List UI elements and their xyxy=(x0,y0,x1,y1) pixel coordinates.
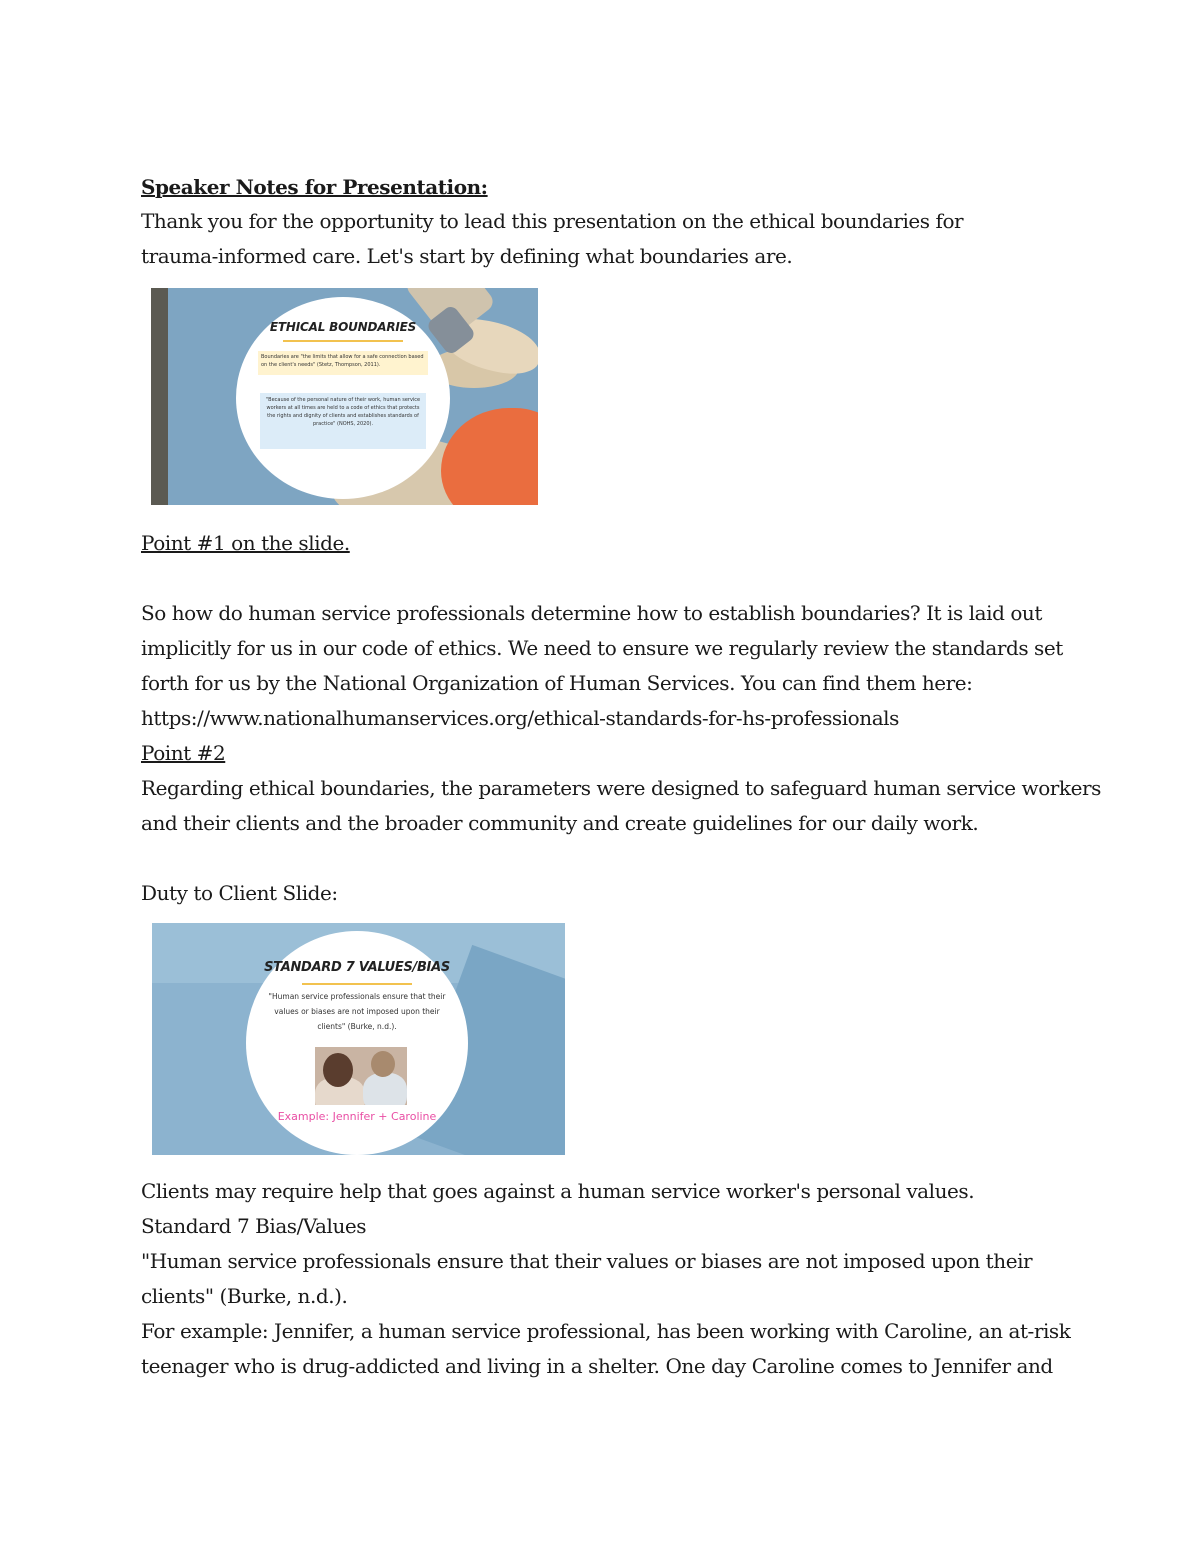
photo-figure xyxy=(323,1053,353,1087)
point-1-line-2: implicitly for us in our code of ethics. We need to ensure we regularly review the standards set xyxy=(141,636,1063,660)
nohs-standards-link[interactable]: https://www.nationalhumanservices.org/ethical-standards-for-hs-professionals xyxy=(141,706,899,730)
body-line-3: "Human service professionals ensure that their values or biases are not imposed upon their xyxy=(141,1249,1033,1273)
body-line-1: Clients may require help that goes against a human service worker's personal values. xyxy=(141,1179,975,1203)
slide-definition-box: Boundaries are "the limits that allow for a safe connection based on the client's needs" (Stetz, Thompson, 2011). xyxy=(258,351,428,375)
point-2-label: Point #2 xyxy=(141,741,226,765)
slide-title-rule xyxy=(302,983,412,985)
point-1-label: Point #1 on the slide. xyxy=(141,531,350,555)
point-2-line-2: and their clients and the broader community and create guidelines for our daily work. xyxy=(141,811,979,835)
slide-title: ETHICAL BOUNDARIES xyxy=(269,320,417,334)
point-1-line-1: So how do human service professionals determine how to establish boundaries? It is laid out xyxy=(141,601,1042,625)
standard-7-slide-image xyxy=(152,923,565,1155)
intro-line-2: trauma-informed care. Let's start by defining what boundaries are. xyxy=(141,244,793,268)
body-line-5: For example: Jennifer, a human service professional, has been working with Caroline, an at-risk xyxy=(141,1319,1071,1343)
body-line-4: clients" (Burke, n.d.). xyxy=(141,1284,348,1308)
intro-line-1: Thank you for the opportunity to lead this presentation on the ethical boundaries for xyxy=(141,209,964,233)
counseling-photo xyxy=(315,1047,407,1105)
photo-figure xyxy=(363,1073,407,1105)
point-1-line-3: forth for us by the National Organization of Human Services. You can find them here: xyxy=(141,671,973,695)
body-line-6: teenager who is drug-addicted and living in a shelter. One day Caroline comes to Jennifer and xyxy=(141,1354,1053,1378)
ethical-boundaries-slide-image xyxy=(151,288,538,505)
point-2-line-1: Regarding ethical boundaries, the parameters were designed to safeguard human service workers xyxy=(141,776,1101,800)
slide-title: STANDARD 7 VALUES/BIAS xyxy=(264,960,450,975)
photo-figure xyxy=(371,1051,395,1077)
slide-example-label: Example: Jennifer + Caroline xyxy=(277,1110,437,1123)
slide-decoration xyxy=(441,408,538,505)
slide-quote: "Human service professionals ensure that their values or biases are not imposed upon their clients" (Burke, n.d.). xyxy=(268,992,446,1031)
duty-to-client-label: Duty to Client Slide: xyxy=(141,881,338,905)
body-line-2: Standard 7 Bias/Values xyxy=(141,1214,367,1238)
slide-title-rule xyxy=(283,340,403,342)
page-heading: Speaker Notes for Presentation: xyxy=(141,175,488,199)
slide-sidebar xyxy=(151,288,168,505)
slide-quote-box: "Because of the personal nature of their work, human service workers at all times are held to a code of ethics that protects the rights and dignity of clients and establishes standards of practice" (NOHS, 2020). xyxy=(260,393,426,449)
